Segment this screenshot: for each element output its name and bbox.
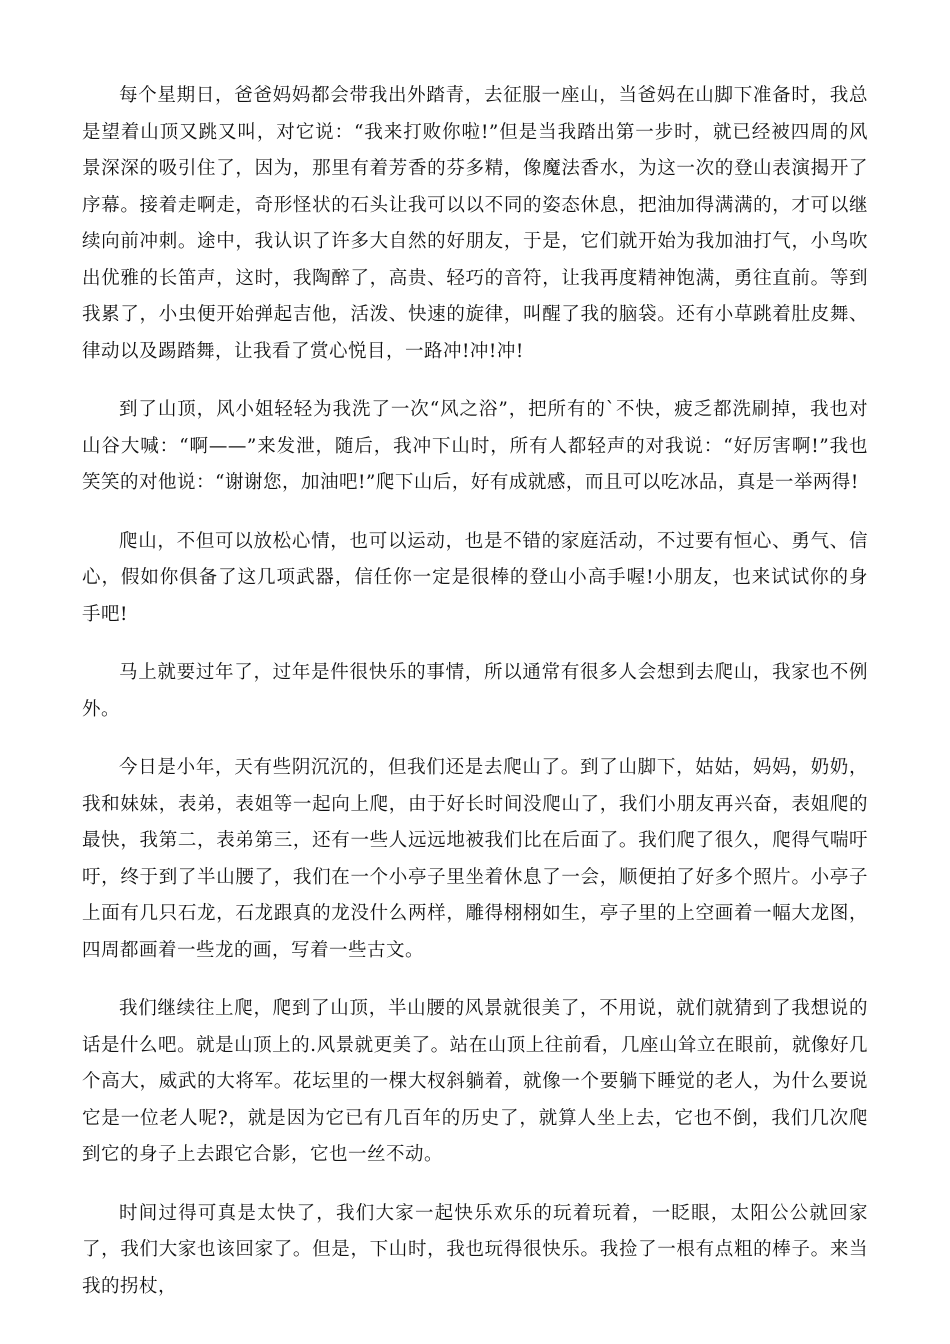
paragraph-2: 到了山顶，风小姐轻轻为我洗了一次“风之浴”，把所有的`不快，疲乏都洗刷掉，我也对山谷大喊：“啊——”来发泄，随后，我冲下山时，所有人都轻声的对我说：“好厉害啊!”我也笑笑的对他说：“谢谢您，加油吧!”爬下山后，好有成就感，而且可以吃冰品，真是一举两得! — [82, 399, 868, 493]
paragraph-6: 我们继续往上爬，爬到了山顶，半山腰的风景就很美了，不用说，就们就猜到了我想说的话是什么吧。就是山顶上的.风景就更美了。站在山顶上往前看，几座山耸立在眼前，就像好几个高大，威武的大将军。花坛里的一棵大杈斜躺着，就像一个要躺下睡觉的老人，为什么要说它是一位老人呢?，就是因为它已有几百年的历史了，就算人坐上去，它也不倒，我们几次爬到它的身子上去跟它合影，它也一丝不动。 — [82, 998, 868, 1165]
paragraph-3: 爬山，不但可以放松心情，也可以运动，也是不错的家庭活动，不过要有恒心、勇气、信心，假如你俱备了这几项武器，信任你一定是很棒的登山小高手喔!小朋友，也来试试你的身手吧! — [82, 530, 868, 625]
paragraph-4: 马上就要过年了，过年是件很快乐的事情，所以通常有很多人会想到去爬山，我家也不例外。 — [82, 662, 868, 720]
paragraph-7: 时间过得可真是太快了，我们大家一起快乐欢乐的玩着玩着，一眨眼，太阳公公就回家了，我们大家也该回家了。但是，下山时，我也玩得很快乐。我捡了一根有点粗的棒子。来当我的拐杖， — [82, 1202, 868, 1297]
paragraph-5: 今日是小年，天有些阴沉沉的，但我们还是去爬山了。到了山脚下，姑姑，妈妈，奶奶，我和妹妹，表弟，表姐等一起向上爬，由于好长时间没爬山了，我们小朋友再兴奋，表姐爬的最快，我第二，表弟第三，还有一些人远远地被我们比在后面了。我们爬了很久，爬得气喘吁吁，终于到了半山腰了，我们在一个小亭子里坐着休息了一会，顺便拍了好多个照片。小亭子上面有几只石龙，石龙跟真的龙没什么两样，雕得栩栩如生，亭子里的上空画着一幅大龙图，四周都画着一些龙的画，写着一些古文。 — [82, 757, 868, 961]
paragraph-1: 每个星期日，爸爸妈妈都会带我出外踏青，去征服一座山，当爸妈在山脚下准备时，我总是望着山顶又跳又叫，对它说：“我来打败你啦!”但是当我踏出第一步时，就已经被四周的风景深深的吸引住了，因为，那里有着芳香的芬多精，像魔法香水，为这一次的登山表演揭开了序幕。接着走啊走，奇形怪状的石头让我可以以不同的姿态休息，把油加得满满的，才可以继续向前冲刺。途中，我认识了许多大自然的好朋友，于是，它们就开始为我加油打气，小鸟吹出优雅的长笛声，这时，我陶醉了，高贵、轻巧的音符，让我再度精神饱满，勇往直前。等到我累了，小虫便开始弹起吉他，活泼、快速的旋律，叫醒了我的脑袋。还有小草跳着肚皮舞、律动以及踢踏舞，让我看了赏心悦目，一路冲!冲!冲! — [82, 85, 868, 362]
